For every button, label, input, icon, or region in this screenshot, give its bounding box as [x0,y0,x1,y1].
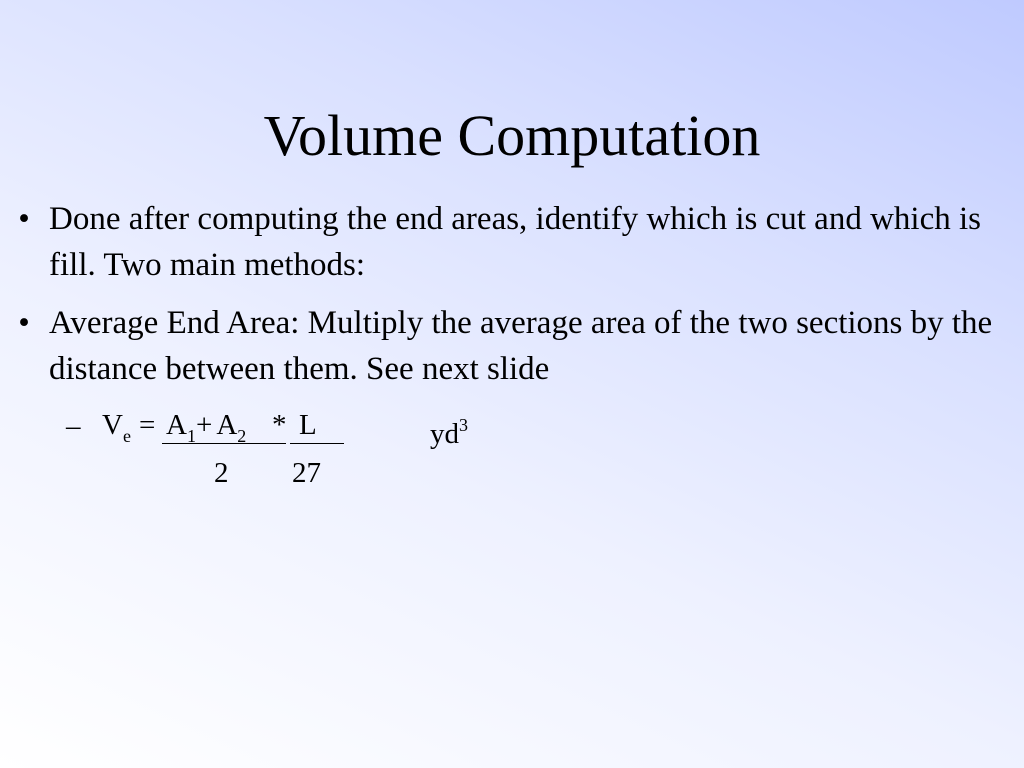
lhs-symbol: V [102,409,123,441]
times-sign: * [272,409,287,441]
fraction-bar-2 [290,443,344,444]
unit-exponent: 3 [459,415,468,435]
plus-sign: + [195,409,213,441]
term2-subscript: 2 [237,426,247,446]
unit-base: yd [430,418,459,450]
volume-formula [66,404,766,504]
bullet-list [12,196,1012,404]
bullet-text: Done after computing the end areas, identify which is cut and which is fill. Two main methods: [49,201,981,283]
denominator-two: 2 [214,457,229,489]
lhs-subscript: e [122,426,131,446]
slide-title: Volume Computation [263,103,761,168]
term1-subscript: 1 [186,426,196,446]
bullet-marker: • [18,305,30,341]
bullet-item [12,196,1012,288]
bullet-item [12,300,1012,392]
equals-sign: = [139,409,156,441]
bullet-text: Average End Area: Multiply the average area of the two sections by the distance between them. See next slide [49,305,993,387]
numerator-sum [166,408,246,453]
sub-bullet-dash: – [66,410,81,442]
bullet-marker: • [18,201,30,237]
formula-lhs [102,408,131,453]
fraction-bar-1 [162,443,286,444]
term1-symbol: A [166,409,187,441]
term2-symbol: A [216,409,238,441]
numerator-length: L [299,409,317,441]
volume-unit [430,408,468,451]
denominator-twenty-seven: 27 [292,457,321,489]
